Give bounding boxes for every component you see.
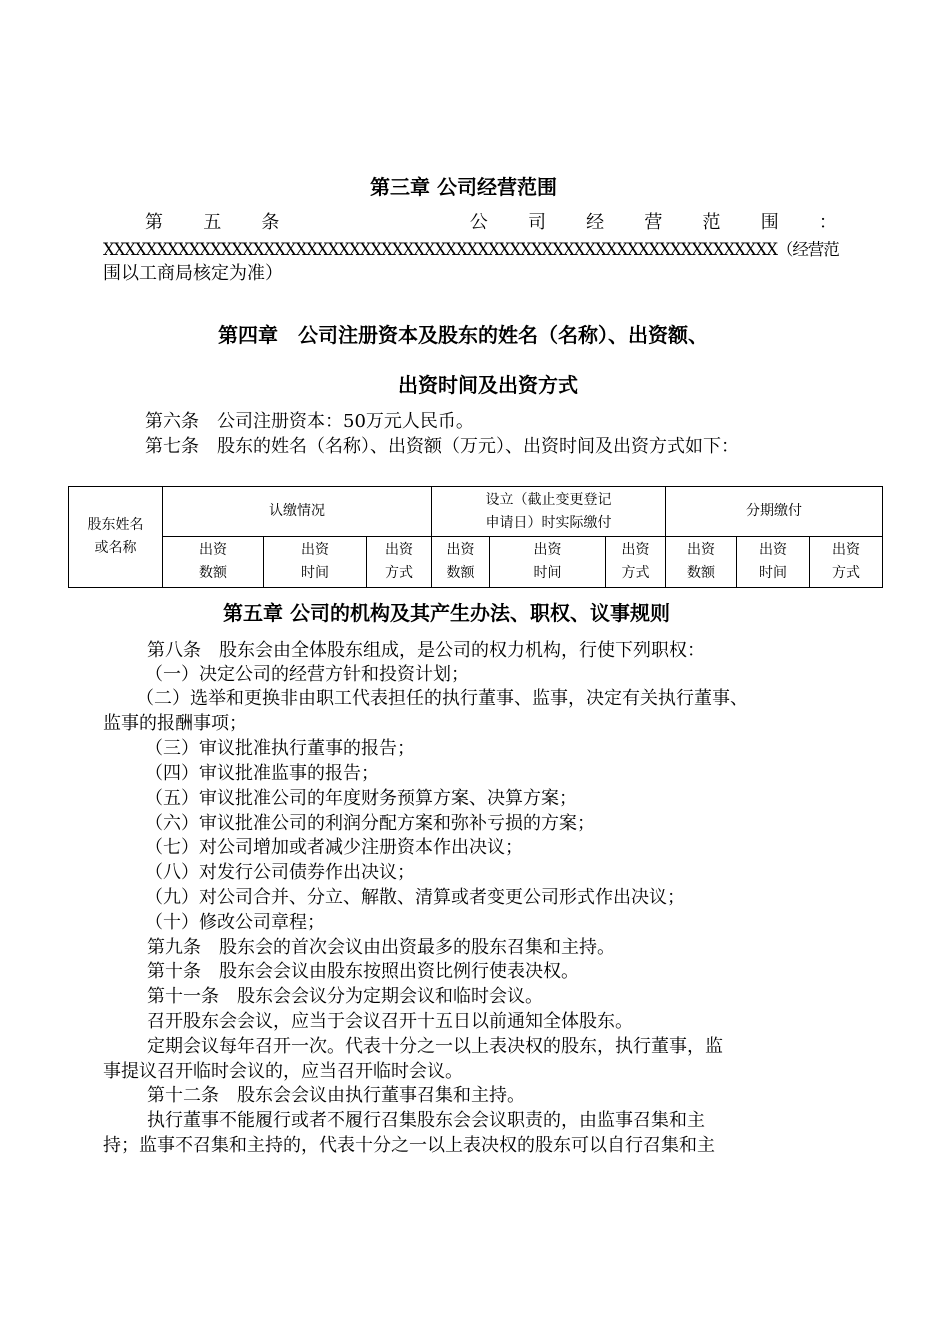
header-actual-paid: 设立（截止变更登记 申请日）时实际缴付 [432, 487, 666, 537]
paragraph-line: （八）对发行公司债券作出决议； [145, 862, 415, 883]
paragraph-line: （五）审议批准公司的年度财务预算方案、决算方案； [145, 788, 577, 809]
paragraph-line: 第八条 股东会由全体股东组成，是公司的权力机构，行使下列职权： [147, 640, 705, 661]
article6: 第六条 公司注册资本：50万元人民币。 [145, 411, 474, 432]
article5-char: 围 [760, 212, 779, 233]
subheader-time: 出资 时间 [490, 537, 606, 588]
paragraph-line: 第九条 股东会的首次会议由出资最多的股东召集和主持。 [147, 937, 615, 958]
article5-line1 [145, 211, 837, 235]
paragraph-line: 持；监事不召集和主持的，代表十分之一以上表决权的股东可以自行召集和主 [103, 1135, 715, 1156]
article5-char: 五 [203, 212, 222, 233]
paragraph-line: 召开股东会会议，应当于会议召开十五日以前通知全体股东。 [147, 1011, 633, 1032]
paragraph-line: 第十条 股东会会议由股东按照出资比例行使表决权。 [147, 961, 579, 982]
article5-char: 营 [644, 212, 663, 233]
paragraph-line: （十）修改公司章程； [145, 912, 325, 933]
subheader-time: 出资 时间 [264, 537, 367, 588]
paragraph-line: （六）审议批准公司的利润分配方案和弥补亏损的方案； [145, 813, 595, 834]
paragraph-line: （三）审议批准执行董事的报告； [145, 738, 415, 759]
subheader-method: 出资 方式 [606, 537, 666, 588]
paragraph-line: 第十二条 股东会会议由执行董事召集和主持。 [147, 1085, 525, 1106]
article5-char: 司 [527, 212, 546, 233]
header-installment: 分期缴付 [666, 487, 883, 537]
subheader-amount: 出资 数额 [666, 537, 737, 588]
article7: 第七条 股东的姓名（名称）、出资额（万元）、出资时间及出资方式如下： [145, 436, 739, 457]
subheader-amount: 出资 数额 [163, 537, 264, 588]
article5-char: 经 [586, 212, 605, 233]
header-shareholder-name: 股东姓名 或名称 [69, 487, 163, 588]
paragraph-line: 定期会议每年召开一次。代表十分之一以上表决权的股东，执行董事，监 [147, 1036, 723, 1057]
paragraph-line: 监事的报酬事项； [103, 713, 247, 734]
article5-char: 公 [469, 212, 488, 233]
subheader-time: 出资 时间 [737, 537, 810, 588]
article5-char: 第 [145, 212, 163, 233]
paragraph-line: （七）对公司增加或者减少注册资本作出决议； [145, 837, 523, 858]
article5-gap [320, 211, 430, 235]
chapter5-title: 第五章 公司的机构及其产生办法、职权、议事规则 [223, 601, 670, 625]
article5-char: 条 [261, 212, 280, 233]
paragraph-line: （四）审议批准监事的报告； [145, 763, 379, 784]
article5-char: ： [818, 212, 837, 233]
header-subscribed: 认缴情况 [163, 487, 432, 537]
subheader-amount: 出资 数额 [432, 537, 490, 588]
subheader-method: 出资 方式 [367, 537, 432, 588]
paragraph-line: （一）决定公司的经营方针和投资计划； [145, 664, 469, 685]
paragraph-line: （二）选举和更换非由职工代表担任的执行董事、监事，决定有关执行董事、 [136, 688, 748, 709]
shareholder-table [68, 486, 883, 588]
paragraph-line: 执行董事不能履行或者不履行召集股东会会议职责的，由监事召集和主 [147, 1110, 705, 1131]
article5-char: 范 [702, 212, 721, 233]
article5-line2: XXXXXXXXXXXXXXXXXXXXXXXXXXXXXXXXXXXXXXXXXXXXXXXXXXXXXXXXXXXXXXX（经营范 [103, 240, 839, 259]
paragraph-line: （九）对公司合并、分立、解散、清算或者变更公司形式作出决议； [145, 887, 685, 908]
paragraph-line: 事提议召开临时会议的，应当召开临时会议。 [103, 1061, 463, 1082]
chapter3-title: 第三章 公司经营范围 [370, 175, 557, 199]
article5-line3: 围以工商局核定为准） [103, 263, 283, 284]
chapter4-title-line1: 第四章 公司注册资本及股东的姓名（名称）、出资额、 [218, 323, 708, 347]
subheader-method: 出资 方式 [810, 537, 883, 588]
chapter4-title-line2: 出资时间及出资方式 [398, 373, 578, 397]
paragraph-line: 第十一条 股东会会议分为定期会议和临时会议。 [147, 986, 543, 1007]
